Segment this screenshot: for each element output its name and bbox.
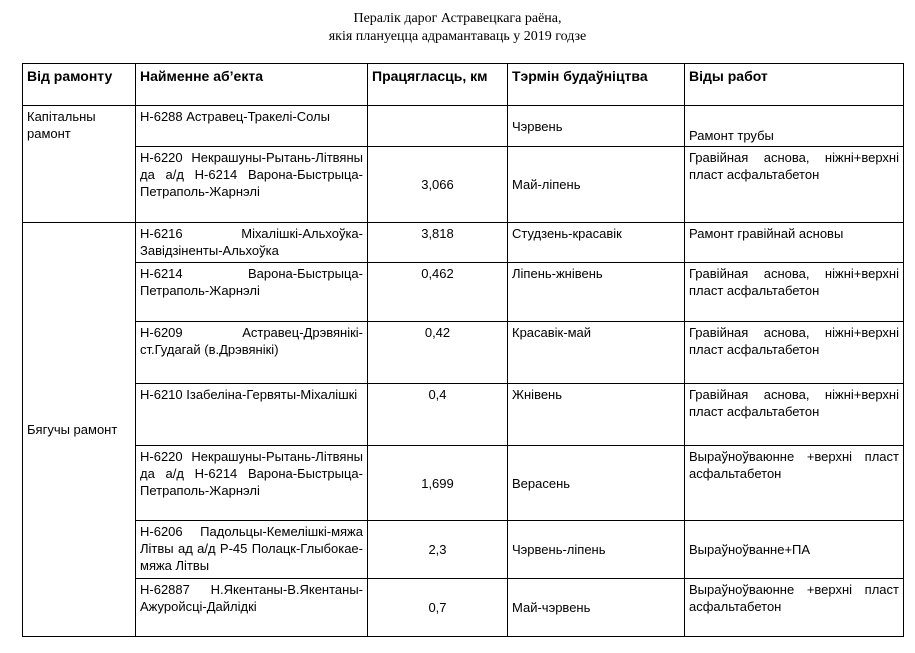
table-row xyxy=(23,147,904,223)
header-length: Працягласць, км xyxy=(368,64,508,106)
row-name: Н-6220 Некрашуны-Рытань-Літвяны да а/д Н-6214 Варона-Быстрыца-Петраполь-Жарнэлі xyxy=(136,147,368,223)
header-works: Віды работ xyxy=(685,64,904,106)
row-works: Выраўноўванне+ПА xyxy=(685,521,904,579)
row-works: Выраўноўваюнне +верхні пласт асфальтабетон xyxy=(685,446,904,521)
row-works: Рамонт гравійнай асновы xyxy=(685,223,904,263)
row-term: Чэрвень xyxy=(508,106,685,147)
document-title xyxy=(0,10,915,46)
table-row xyxy=(23,223,904,263)
row-works: Рамонт трубы xyxy=(685,106,904,147)
table-row xyxy=(23,579,904,637)
table-row xyxy=(23,521,904,579)
row-length: 0,462 xyxy=(368,263,508,322)
row-works: Гравійная аснова, ніжні+верхні пласт асфальтабетон xyxy=(685,147,904,223)
table-row xyxy=(23,106,904,147)
table-row xyxy=(23,384,904,446)
row-length: 0,7 xyxy=(368,579,508,637)
row-name: Н-62887 Н.Якентаны-В.Якентаны-Ажуройсці-Дайлідкі xyxy=(136,579,368,637)
row-length: 1,699 xyxy=(368,446,508,521)
group-capital: Капітальны рамонт xyxy=(23,106,136,223)
row-length: 3,066 xyxy=(368,147,508,223)
row-term: Май-ліпень xyxy=(508,147,685,223)
row-name: Н-6210 Ізабеліна-Гервяты-Міхалішкі xyxy=(136,384,368,446)
table-header-row xyxy=(23,64,904,106)
table-row xyxy=(23,322,904,384)
row-name: Н-6209 Астравец-Дрэвянікі-ст.Гудагай (в.Дрэвянікі) xyxy=(136,322,368,384)
row-term: Май-чэрвень xyxy=(508,579,685,637)
roads-table xyxy=(22,63,904,637)
group-current: Бягучы рамонт xyxy=(23,223,136,637)
row-length: 3,818 xyxy=(368,223,508,263)
row-name: Н-6220 Некрашуны-Рытань-Літвяны да а/д Н-6214 Варона-Быстрыца-Петраполь-Жарнэлі xyxy=(136,446,368,521)
row-length: 0,4 xyxy=(368,384,508,446)
row-term: Ліпень-жнівень xyxy=(508,263,685,322)
row-term: Красавік-май xyxy=(508,322,685,384)
row-works: Гравійная аснова, ніжні+верхні пласт асфальтабетон xyxy=(685,263,904,322)
row-name: Н-6206 Падольцы-Кемелішкі-мяжа Літвы ад а/д Р-45 Полацк-Глыбокае-мяжа Літвы xyxy=(136,521,368,579)
row-length: 2,3 xyxy=(368,521,508,579)
row-length xyxy=(368,106,508,147)
row-works: Выраўноўваюнне +верхні пласт асфальтабетон xyxy=(685,579,904,637)
header-name: Найменне аб’екта xyxy=(136,64,368,106)
row-term: Чэрвень-ліпень xyxy=(508,521,685,579)
header-repair-type: Від рамонту xyxy=(23,64,136,106)
header-term: Тэрмін будаўніцтва xyxy=(508,64,685,106)
row-works: Гравійная аснова, ніжні+верхні пласт асфальтабетон xyxy=(685,384,904,446)
table-row xyxy=(23,446,904,521)
row-term: Верасень xyxy=(508,446,685,521)
row-name: Н-6216 Міхалішкі-Альхоўка-Завідзіненты-Альхоўка xyxy=(136,223,368,263)
row-works: Гравійная аснова, ніжні+верхні пласт асфальтабетон xyxy=(685,322,904,384)
row-name: Н-6214 Варона-Быстрыца-Петраполь-Жарнэлі xyxy=(136,263,368,322)
table-row xyxy=(23,263,904,322)
row-length: 0,42 xyxy=(368,322,508,384)
row-term: Жнівень xyxy=(508,384,685,446)
title-line-2: якія плануецца адрамантаваць у 2019 годзе xyxy=(328,29,587,44)
row-term: Студзень-красавік xyxy=(508,223,685,263)
title-line-1: Пералік дарог Астравецкага раёна, xyxy=(353,11,562,26)
row-name: Н-6288 Астравец-Тракелі-Солы xyxy=(136,106,368,147)
